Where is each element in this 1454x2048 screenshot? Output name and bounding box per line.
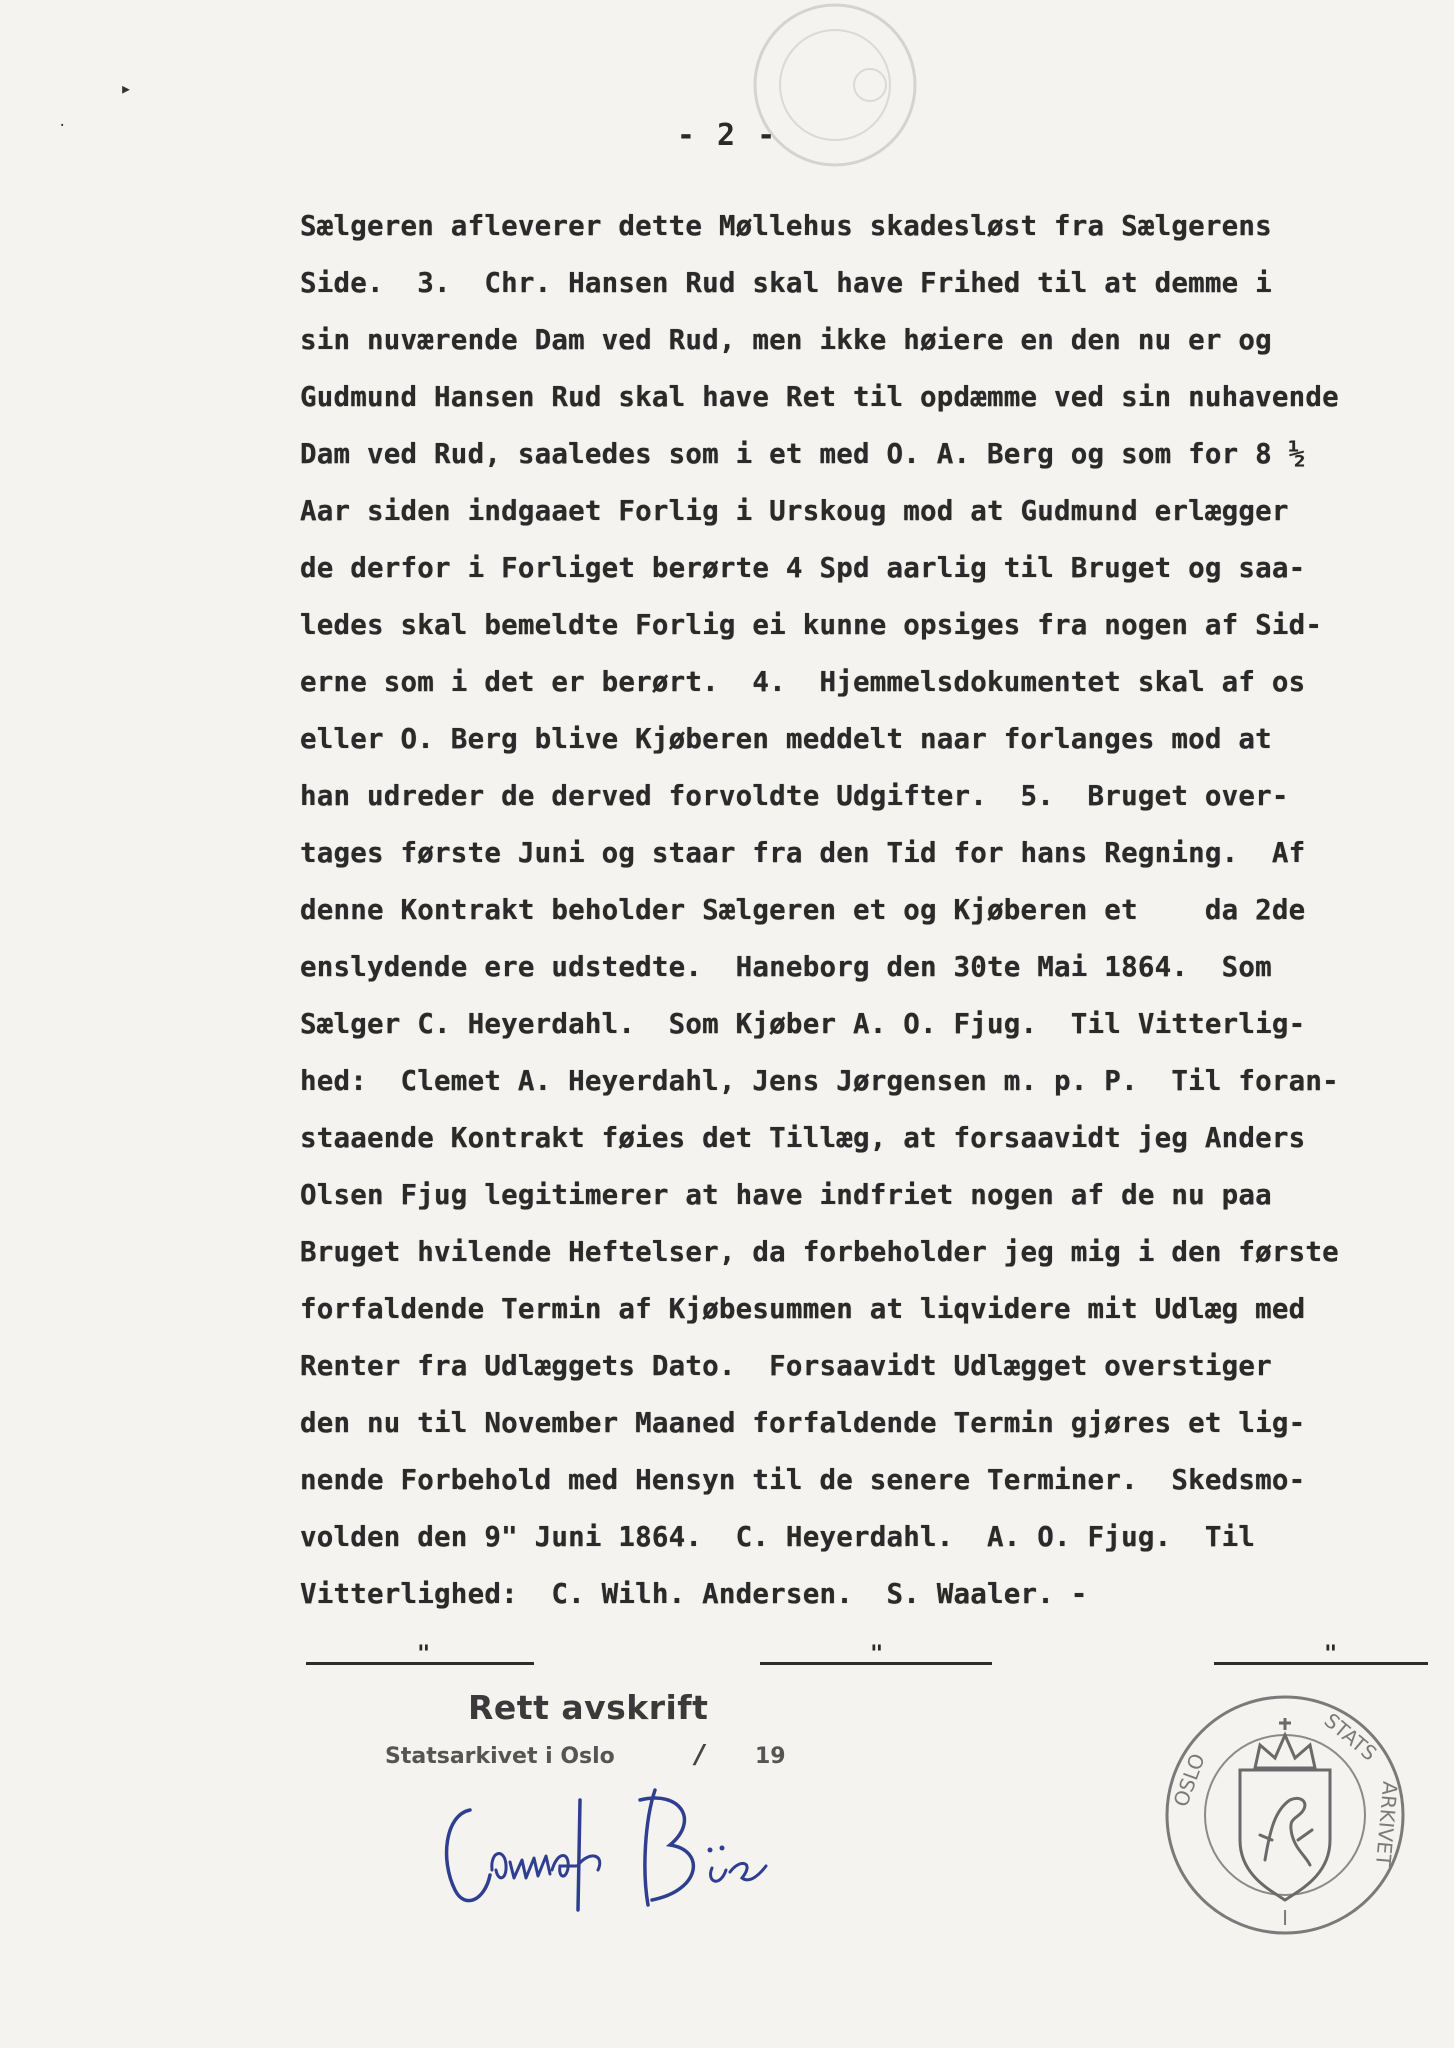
text-line: Dam ved Rud, saaledes som i et med O. A. Berg og som for 8 ½ — [300, 438, 1306, 470]
text-line: Bruget hvilende Heftelser, da forbeholder jeg mig i den første — [300, 1236, 1339, 1268]
text-line: eller O. Berg blive Kjøberen meddelt naar forlanges mod at — [300, 723, 1272, 755]
text-line: Olsen Fjug legitimerer at have indfriet nogen af de nu paa — [300, 1179, 1272, 1211]
text-line: Renter fra Udlæggets Dato. Forsaavidt Udlægget overstiger — [300, 1350, 1272, 1382]
stamp-year: 19 — [755, 1744, 786, 1769]
svg-text:STATS: STATS — [1319, 1708, 1382, 1766]
ditto-mark: " — [870, 1642, 884, 1667]
text-line: Vitterlighed: C. Wilh. Andersen. S. Waaler. - — [300, 1578, 1088, 1610]
text-line: han udreder de derved forvoldte Udgifter. 5. Bruget over- — [300, 780, 1289, 812]
text-line: forfaldende Termin af Kjøbesummen at liqvidere mit Udlæg med — [300, 1293, 1306, 1325]
ditto-mark: " — [1324, 1642, 1338, 1667]
page-number: - 2 - — [676, 118, 778, 153]
document-body — [300, 198, 1420, 1623]
text-line: den nu til November Maaned forfaldende Termin gjøres et lig- — [300, 1407, 1306, 1439]
text-line: hed: Clemet A. Heyerdahl, Jens Jørgensen m. p. P. Til foran- — [300, 1065, 1339, 1097]
text-line: de derfor i Forliget berørte 4 Spd aarlig til Bruget og saa- — [300, 552, 1306, 584]
text-line: enslydende ere udstedte. Haneborg den 30te Mai 1864. Som — [300, 951, 1272, 983]
closing-rule — [1214, 1662, 1428, 1665]
svg-text:I: I — [1282, 1905, 1288, 1929]
stamp-slash: / — [695, 1740, 705, 1770]
text-line: erne som i det er berørt. 4. Hjemmelsdokumentet skal af os — [300, 666, 1306, 698]
ditto-mark: " — [417, 1642, 431, 1667]
signature — [430, 1770, 830, 1920]
text-line: tages første Juni og staar fra den Tid for hans Regning. Af — [300, 837, 1306, 869]
text-line: staaende Kontrakt føies det Tillæg, at forsaavidt jeg Anders — [300, 1122, 1306, 1154]
text-line: Sælgeren afleverer dette Møllehus skadesløst fra Sælgerens — [300, 210, 1272, 242]
text-line: Gudmund Hansen Rud skal have Ret til opdæmme ved sin nuhavende — [300, 381, 1339, 413]
text-line: ledes skal bemeldte Forlig ei kunne opsiges fra nogen af Sid- — [300, 609, 1323, 641]
svg-text:OSLO: OSLO — [1168, 1750, 1210, 1810]
text-line: denne Kontrakt beholder Sælgeren et og Kjøberen et da 2de — [300, 894, 1306, 926]
text-line: sin nuværende Dam ved Rud, men ikke høiere en den nu er og — [300, 324, 1272, 356]
margin-mark: ▸ — [120, 76, 133, 100]
text-line: Sælger C. Heyerdahl. Som Kjøber A. O. Fjug. Til Vitterlig- — [300, 1008, 1306, 1040]
ghost-seal-impression — [740, 0, 930, 180]
archive-seal — [1160, 1690, 1410, 1940]
margin-mark: · — [58, 118, 67, 134]
stamp-title: Rett avskrift — [468, 1688, 709, 1727]
text-line: Side. 3. Chr. Hansen Rud skal have Frihed til at demme i — [300, 267, 1272, 299]
text-line: volden den 9" Juni 1864. C. Heyerdahl. A. O. Fjug. Til — [300, 1521, 1256, 1553]
text-line: Aar siden indgaaet Forlig i Urskoug mod at Gudmund erlægger — [300, 495, 1289, 527]
svg-text:ARKIVET: ARKIVET — [1370, 1780, 1403, 1868]
stamp-archive: Statsarkivet i Oslo — [385, 1744, 615, 1769]
text-line: nende Forbehold med Hensyn til de senere Terminer. Skedsmo- — [300, 1464, 1306, 1496]
